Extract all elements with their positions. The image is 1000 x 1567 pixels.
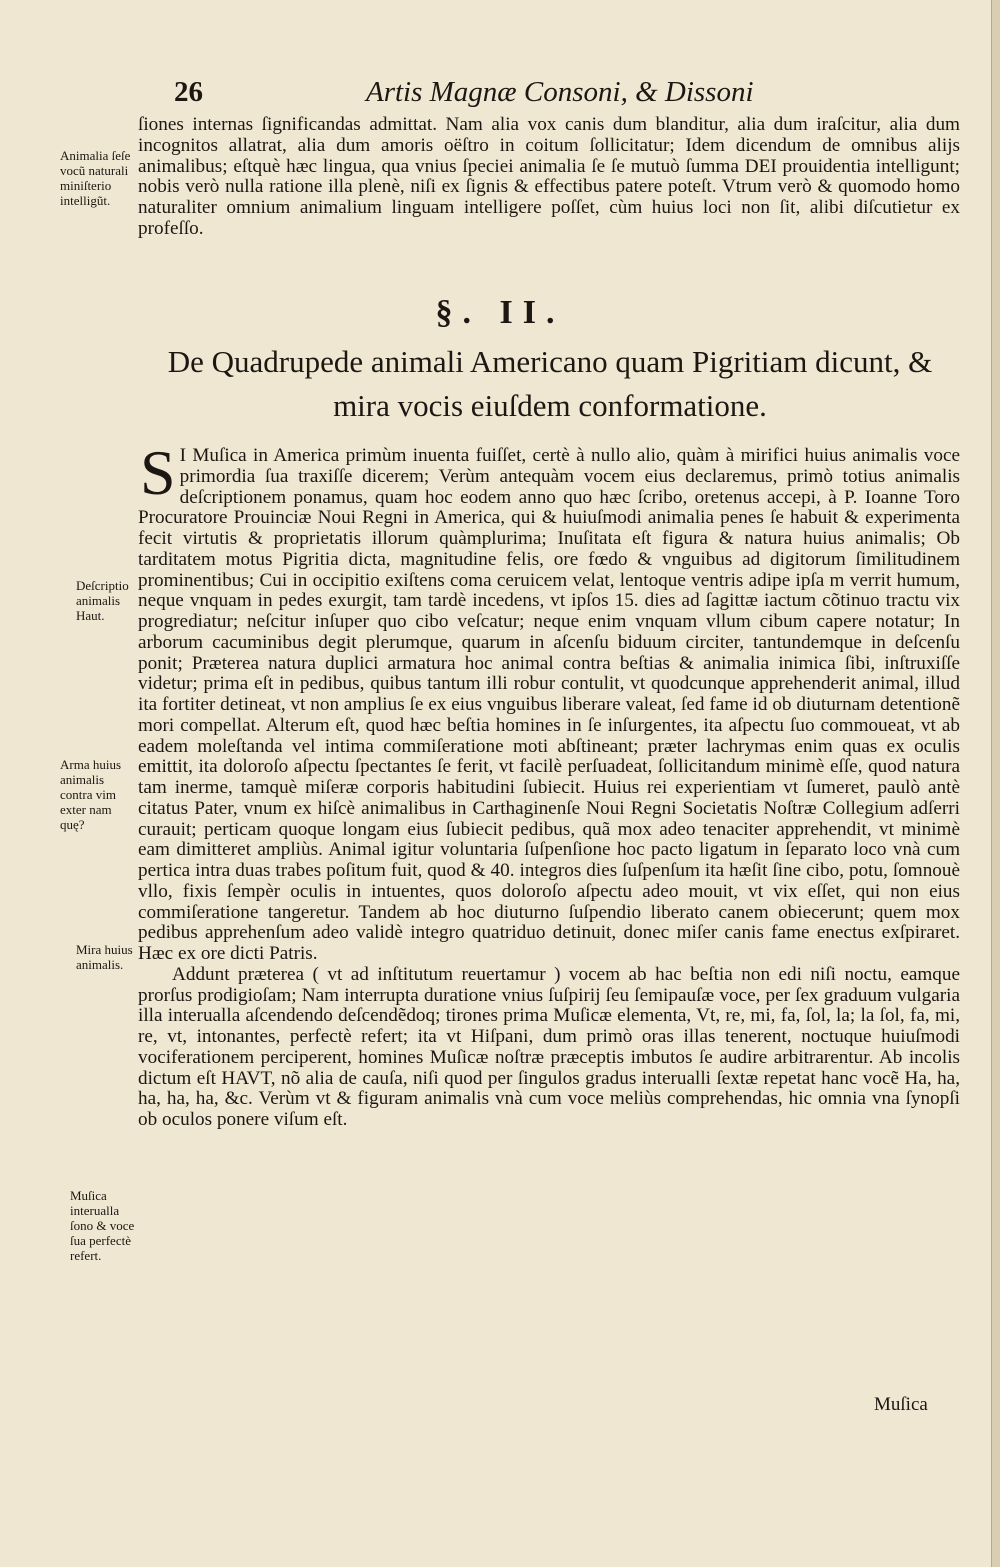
page-edge bbox=[991, 0, 1000, 1567]
page-number: 26 bbox=[174, 76, 203, 108]
main-text-block bbox=[138, 437, 960, 1131]
margin-note: Deſcriptio animalis Haut. bbox=[76, 578, 129, 623]
paragraph-2: Addunt præterea ( vt ad inſtitutum reuertamur ) vocem ab hac beſtia non edi niſi noctu, eamque prorſus prodigioſam; Nam interrupta duratione vnius ſuſpirij ſeu ſemipauſæ voce, per ſex graduum vulgaria illa interualla aſcendendo deſcendẽdoq; tirones prima Muſicæ elementa, Vt, re, mi, fa, ſol, la; la ſol, fa, mi, re, vt, intonantes, perfectè refert; ita vt Hiſpani, dum primò oras illas tenerent, noctuque huiuſmodi vociferationem perciperent, homines Muſicæ noſtræ præceptis imbutos ſe audire arbitrarentur. Ab incolis dictum eſt HAVT, nõ alia de cauſa, niſi quod per ſingulos gradus interualli ſextæ repetat hanc vocẽ Ha, ha, ha, ha, ha, &c. Verùm vt & figuram animalis vnà cum voce meliùs comprehendas, hic omnia vna ſynopſi ob oculos ponere viſum eſt. bbox=[138, 963, 960, 1130]
drop-cap: S bbox=[140, 437, 176, 508]
running-head bbox=[174, 76, 774, 110]
continuation-paragraph: ſiones internas ſignificandas admittat. Nam alia vox canis dum blanditur, alia dum iraſcitur, alia dum incognitos allatrat, alia dum amoris oëſtro in coitum ſollicitatur; Idem dicendum de omnibus alijs animalibus; eſtquè hæc lingua, qua vnius ſpeciei animalia ſe ſe mutuò ſumma DEI prouidentia intelligunt; nobis verò nulla ratione illa plenè, niſi ex ſignis & effectibus patere poteſt. Vtrum verò & quomodo homo naturaliter omnium animalium linguam intelligere poſſet, cùm huius loci non ſit, alibi diſcutietur ex profeſſo. bbox=[138, 114, 960, 239]
margin-note: Arma huius animalis contra vim exter nam quę? bbox=[60, 757, 122, 832]
top-text-block bbox=[138, 115, 960, 240]
margin-note: Mira huius animalis. bbox=[76, 942, 133, 972]
paragraph-1 bbox=[138, 437, 960, 965]
paragraph-1-text: I Muſica in America primùm inuenta fuiſſet, certè à nullo alio, quàm à mirifici huius animalis voce primordia ſua traxiſſe dicerem; Verùm antequàm vocem eius declaremus, primò totius animalis deſcriptionem ponamus, quam hoc eodem anno quo hæc ſcribo, oretenus accepi, à P. Ioanne Toro Procuratore Prouinciæ Noui Regni in America, qui & huiuſmodi animalia penes ſe habuit & experimenta fecit virtutis & proprietatis illorum quàmplurima; Inuſitata eſt figura & natura huius animalis; Ob tarditatem motus Pigritia dicta, magnitudine felis, ore fœdo & vnguibus ad digitorum ſimilitudinem prominentibus; Cui in occipitio exiſtens coma ceruicem velat, lentoque ventris adipe ipſa m verrit humum, neque vnquam in pedes exurgit, tam tardè incedens, vt ipſos 15. dies ad ſagittæ iactum cõtinuo tractu vix progrediatur; neſcitur inſuper quo cibo veſcatur; neque enim vnquam vllum cibum capere notatur; In arborum cacuminibus degit plerumque, quarum in aſcenſu biduum circiter, tantundemque in deſcenſu ponit; Præterea natura duplici armatura hoc animal contra beſtias & animalia inimica ſibi, inſtruxiſſe videtur; prima eſt in pedibus, quibus tantum illi robur contulit, vt quodcunque apprehenderit animal, illud ita fortiter detineat, vt non amplius ſe ex eius vnguibus liberare valeat, ſed fame id ob diuturnam detentionẽ mori compellat. Alterum eſt, quod hæc beſtia homines in ſe inſurgentes, ita aſpectu ſuo commoueat, vt ab eadem moleſtanda vel intima commiſeratione moti abſtineant; præter lachrymas enim quas ex oculis emittit, ita doloroſo aſpectu ſpectantes ſe ferit, vt facilè perſuadeat, ſollicitandum minimè eſſe, quod natura tam inerme, tamquè miſeræ corporis habitudini ſubiecit. Huius rei experientiam vt ſumeret, paulò antè citatus Pater, vnum ex hiſcè animalibus in Carthaginenſe Noui Regni Societatis Noſtræ Collegium adſerri curauit; perticam quoque longam eius ſubiecit pedibus, quã mox adeo tenaciter apprehendit, vt minimè eam dimitteret ampliùs. Animal igitur voluntaria ſuſpenſione hoc pacto ligatum in ſeparato loco vnà cum pertica intra duas trabes poſitum fuit, quod & 40. integros dies ſuſpenſum ita hæſit ſine cibo, potu, ſomnouè vllo, fixis ſempèr oculis in intuentes, quos doloroſo aſpectu adeo mouit, vt vix eſſet, qui non eius commiſeratione tangeretur. Tandem ab hoc diuturno ſuſpendio liberato canem obiecerunt; quem mox pedibus apprehenſum adeo validè integro quatriduo detinuit, donec miſer canis fame enectus exſpiraret. Hæc ex ore dicti Patris. bbox=[138, 445, 960, 964]
margin-note: Muſica interualla ſono & voce ſua perfectè refert. bbox=[70, 1188, 135, 1263]
section-number: §. II. bbox=[435, 294, 565, 331]
margin-note: Animalia ſeſe vocũ naturali miniſterio intelligũt. bbox=[60, 148, 131, 208]
running-title: Artis Magnæ Consoni, & Dissoni bbox=[366, 76, 754, 108]
section-title: De Quadrupede animali Americano quam Pigritiam dicunt, & mira vocis eiuſdem conformatione. bbox=[167, 344, 933, 423]
catchword: Muſica bbox=[874, 1394, 928, 1415]
